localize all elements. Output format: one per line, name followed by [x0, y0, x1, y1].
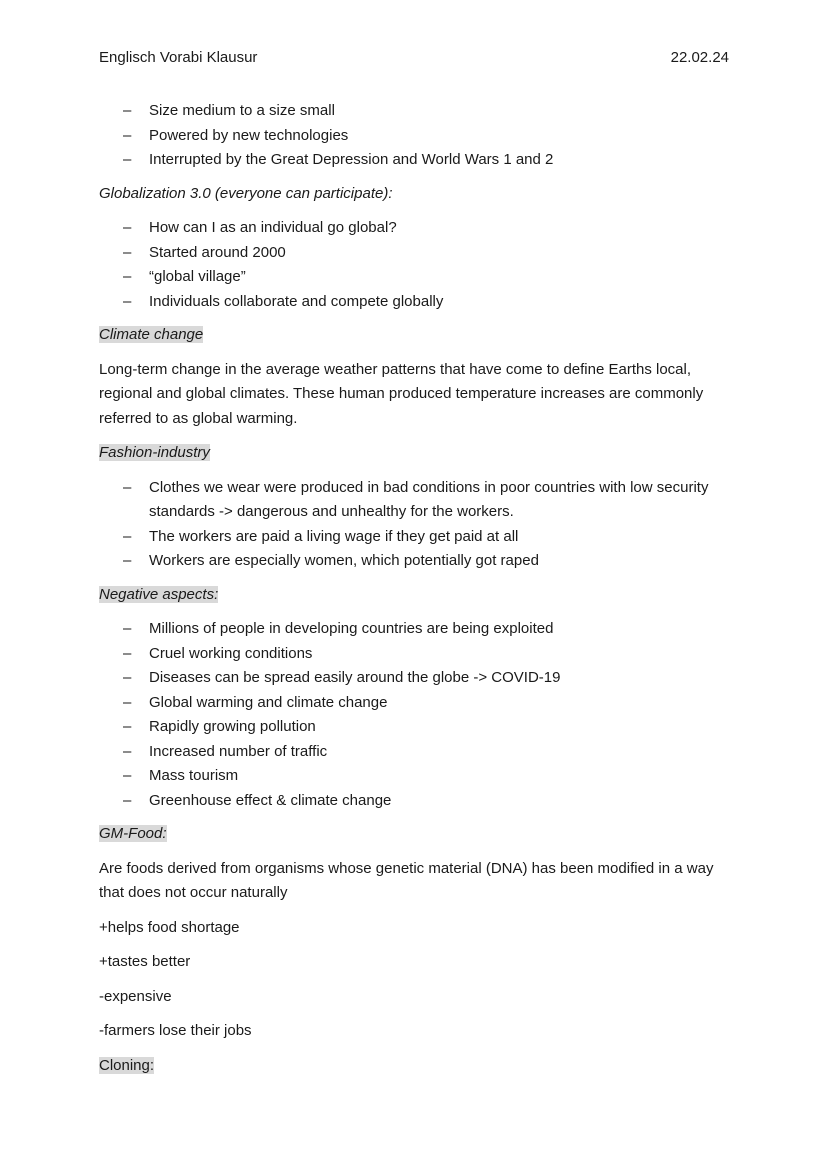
dash-bullet: –: [123, 527, 132, 545]
dash-bullet: –: [123, 767, 132, 784]
dash-bullet: –: [123, 669, 132, 686]
section-heading-negative: Negative aspects:: [99, 585, 219, 603]
dash-bullet: –: [123, 478, 132, 496]
negative-list: [99, 617, 731, 813]
document-body: [99, 99, 731, 1088]
section-heading-cloning: Cloning:: [99, 1056, 155, 1074]
dash-bullet: –: [123, 243, 132, 261]
list-item: – Global warming and climate change: [99, 691, 731, 716]
dash-bullet: –: [123, 126, 132, 144]
gmfood-point: -expensive: [99, 987, 172, 1005]
gmfood-paragraph: Are foods derived from organisms whose genetic material (DNA) has been modified in a way that does not occur naturally: [99, 859, 714, 901]
dash-bullet: –: [123, 693, 132, 711]
dash-bullet: –: [123, 219, 132, 236]
dash-bullet: –: [123, 102, 132, 119]
list-item: – Size medium to a size small: [99, 99, 731, 124]
gmfood-point: +tastes better: [99, 953, 191, 970]
list-item: – Powered by new technologies: [99, 124, 731, 149]
list-item: – Individuals collaborate and compete globally: [99, 290, 731, 315]
list-item: – Increased number of traffic: [99, 740, 731, 765]
intro-list: [99, 99, 731, 173]
section-heading-globalization: Globalization 3.0 (everyone can participate):: [99, 184, 393, 202]
dash-bullet: –: [123, 620, 132, 637]
fashion-list: [99, 476, 731, 574]
dash-bullet: –: [123, 644, 132, 662]
section-heading-climate: Climate change: [99, 326, 204, 343]
header-date: 22.02.24: [670, 49, 729, 66]
dash-bullet: –: [123, 791, 132, 809]
dash-bullet: –: [123, 151, 132, 168]
list-item: – Greenhouse effect & climate change: [99, 789, 731, 814]
page-header: [99, 49, 729, 69]
list-item: – Mass tourism: [99, 764, 731, 789]
dash-bullet: –: [123, 718, 132, 735]
section-heading-gmfood: GM-Food:: [99, 825, 167, 842]
dash-bullet: –: [123, 292, 132, 310]
list-item: – The workers are paid a living wage if they get paid at all: [99, 525, 731, 550]
header-title: Englisch Vorabi Klausur: [99, 49, 258, 66]
list-item: – How can I as an individual go global?: [99, 216, 731, 241]
climate-paragraph: Long-term change in the average weather patterns that have come to define Earths local, regional and global climates. These human produced temperature increases are commonly referred to as global warming.: [99, 360, 704, 427]
gmfood-point: +helps food shortage: [99, 918, 240, 936]
dash-bullet: –: [123, 742, 132, 760]
dash-bullet: –: [123, 552, 132, 569]
gmfood-point: -farmers lose their jobs: [99, 1022, 252, 1039]
dash-bullet: –: [123, 268, 132, 285]
list-item: – Workers are especially women, which potentially got raped: [99, 549, 731, 574]
list-item: – “global village”: [99, 265, 731, 290]
list-item: – Interrupted by the Great Depression and World Wars 1 and 2: [99, 148, 731, 173]
section-heading-fashion: Fashion-industry: [99, 444, 210, 461]
list-item: – Rapidly growing pollution: [99, 715, 731, 740]
list-item: – Clothes we wear were produced in bad conditions in poor countries with low security standards -> dangerous and unhealthy for the workers.: [99, 476, 731, 525]
list-item: – Started around 2000: [99, 241, 731, 266]
list-item: – Diseases can be spread easily around the globe -> COVID-19: [99, 666, 731, 691]
list-item: – Cruel working conditions: [99, 642, 731, 667]
globalization-list: [99, 216, 731, 314]
list-item: – Millions of people in developing countries are being exploited: [99, 617, 731, 642]
